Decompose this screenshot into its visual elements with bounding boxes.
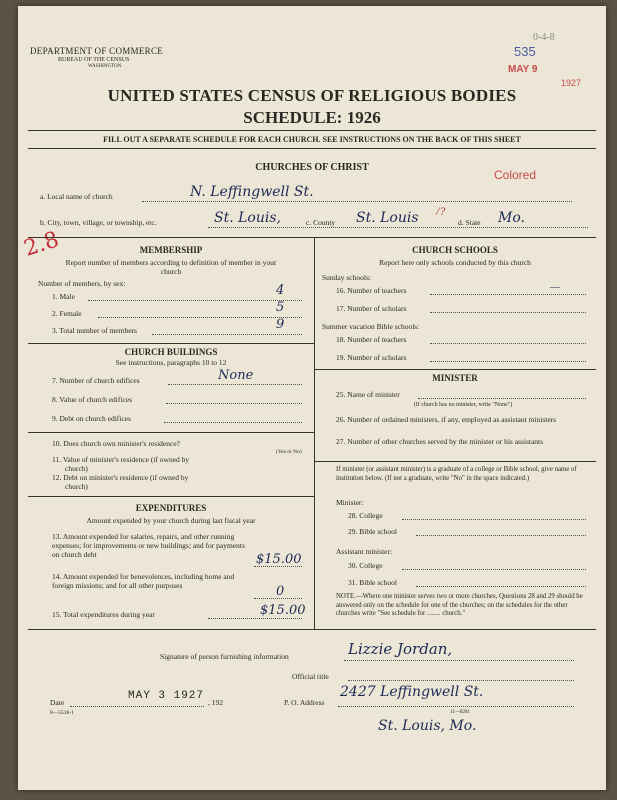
salaries-label: 13. Amount expended for salaries, repairs, and other running expenses; for improvements or new buildings; and for payments on church debt	[52, 532, 245, 559]
local-name-label: a. Local name of church	[40, 192, 113, 201]
form-number: 8—5518-1	[50, 710, 74, 716]
salaries-value: $15.00	[256, 552, 302, 567]
pencil-code: 0-4-8	[533, 32, 555, 43]
official-title-label: Official title	[292, 672, 329, 681]
assistant-minister-label: Assistant minister:	[336, 547, 393, 556]
sunday-teachers-label: 16. Number of teachers	[336, 286, 407, 295]
membership-note: Report number of members according to definition of member in your church	[65, 258, 277, 276]
members-by-sex-label: Number of members, by sex:	[38, 279, 126, 288]
vacation-schools-label: Summer vacation Bible schools:	[322, 322, 420, 331]
received-stamp: MAY 9	[508, 64, 538, 75]
census-schedule-page	[18, 6, 606, 790]
total-expenditures-value: $15.00	[260, 603, 306, 618]
city-value: St. Louis,	[214, 210, 281, 226]
red-pen-note: /?	[436, 204, 446, 218]
vacation-teachers-label: 18. Number of teachers	[336, 335, 407, 344]
minister-residence-label: 10. Does church own minister's residence?	[52, 439, 180, 448]
edifices-value-label: 8. Value of church edifices	[52, 395, 133, 404]
expenditures-heading: EXPENDITURES	[135, 503, 207, 513]
college-label: 28. College	[348, 511, 383, 520]
minister-label: Minister:	[336, 498, 364, 507]
graduate-note: If minister (or assistant minister) is a graduate of a college or Bible school, give name of institution below. (If not a graduate, write "No" in the space indicated.)	[336, 466, 577, 482]
male-value: 4	[276, 283, 285, 298]
ordained-label: 26. Number of ordained ministers, if any, employed as assistant ministers	[336, 415, 557, 424]
denomination: CHURCHES OF CHRIST	[255, 162, 369, 173]
total-members-value: 9	[276, 317, 285, 332]
sunday-teachers-value: —	[550, 282, 560, 293]
form-schedule: SCHEDULE: 1926	[243, 108, 381, 127]
residence-debt-label-cont: church)	[65, 482, 88, 491]
year-suffix: , 192	[208, 698, 223, 707]
buildings-note: See instructions, paragraphs 10 to 12	[115, 358, 227, 367]
assistant-bible-school-label: 31. Bible school	[348, 578, 397, 587]
bible-school-label: 29. Bible school	[348, 527, 397, 536]
po-address-label: P. O. Address	[284, 698, 325, 707]
residence-debt-label: 12. Debt on minister's residence (if owned by	[52, 473, 189, 482]
edifices-count-value: None	[218, 368, 254, 383]
bureau-name: BUREAU OF THE CENSUS	[58, 57, 130, 63]
serial-number: 535	[514, 44, 536, 59]
sunday-schools-label: Sunday schools:	[322, 273, 371, 282]
schools-heading: CHURCH SCHOOLS	[412, 245, 498, 255]
benevolences-label: 14. Amount expended for benevolences, including home and foreign missions; and for all other purposes	[52, 572, 235, 590]
department-name: DEPARTMENT OF COMMERCE	[30, 46, 164, 56]
local-name-value: N. Leffingwell St.	[190, 184, 314, 200]
assistant-college-label: 30. College	[348, 561, 383, 570]
date-label: Date	[50, 698, 65, 707]
total-members-label: 3. Total number of members	[52, 326, 137, 335]
female-value: 5	[276, 300, 285, 315]
edifices-debt-label: 9. Debt on church edifices	[52, 414, 131, 423]
other-churches-label: 27. Number of other churches served by the minister or his assistants	[336, 437, 544, 446]
po-address-value: 2427 Leffingwell St.	[340, 684, 484, 700]
bureau-city: WASHINGTON	[88, 64, 122, 69]
po-address-city: St. Louis, Mo.	[378, 718, 477, 734]
signature-value: Lizzie Jordan,	[348, 640, 453, 658]
membership-heading: MEMBERSHIP	[139, 245, 203, 255]
minister-footnote: NOTE.—Where one minister serves two or more churches, Questions 28 and 29 should be answered only on the schedule for one of the churches; on the schedules for the other churches write "See schedule for ........ church."	[336, 593, 583, 617]
state-label: d. State	[458, 218, 481, 227]
residence-value-label: 11. Value of minister's residence (if owned by	[52, 455, 190, 464]
buildings-heading: CHURCH BUILDINGS	[124, 347, 218, 357]
red-pen-mark: 2.8	[20, 227, 63, 262]
colored-stamp: Colored	[494, 168, 537, 182]
received-year: 1927	[561, 78, 582, 88]
form-title: UNITED STATES CENSUS OF RELIGIOUS BODIES	[107, 86, 517, 105]
state-value: Mo.	[498, 210, 525, 226]
sunday-scholars-label: 17. Number of scholars	[336, 304, 407, 313]
minister-name-label: 25. Name of minister	[336, 390, 400, 399]
date-stamp: MAY 3 1927	[128, 690, 205, 702]
minister-heading: MINISTER	[432, 373, 478, 383]
county-value: St. Louis	[356, 210, 419, 226]
signature-label: Signature of person furnishing information	[160, 652, 289, 661]
city-label: b. City, town, village, or township, etc.	[40, 218, 157, 227]
schools-note: Report here only schools conducted by this church	[379, 258, 531, 267]
yes-no-label: (Yes or No)	[276, 449, 302, 455]
vacation-scholars-label: 19. Number of scholars	[336, 353, 407, 362]
male-label: 1. Male	[52, 292, 75, 301]
print-code: 11—8201	[450, 710, 470, 715]
form-instruction: FILL OUT A SEPARATE SCHEDULE FOR EACH CHURCH. SEE INSTRUCTIONS ON THE BACK OF THIS SHEET	[103, 135, 521, 144]
benevolences-value: 0	[276, 584, 285, 599]
female-label: 2. Female	[52, 309, 82, 318]
residence-value-label-cont: church)	[65, 464, 88, 473]
county-label: c. County	[306, 218, 336, 227]
expenditures-note: Amount expended by your church during last fiscal year	[86, 516, 256, 525]
total-expenditures-label: 15. Total expenditures during year	[52, 610, 155, 619]
edifices-count-label: 7. Number of church edifices	[52, 376, 140, 385]
minister-name-note: (If church has no minister, write "None")	[413, 402, 513, 408]
